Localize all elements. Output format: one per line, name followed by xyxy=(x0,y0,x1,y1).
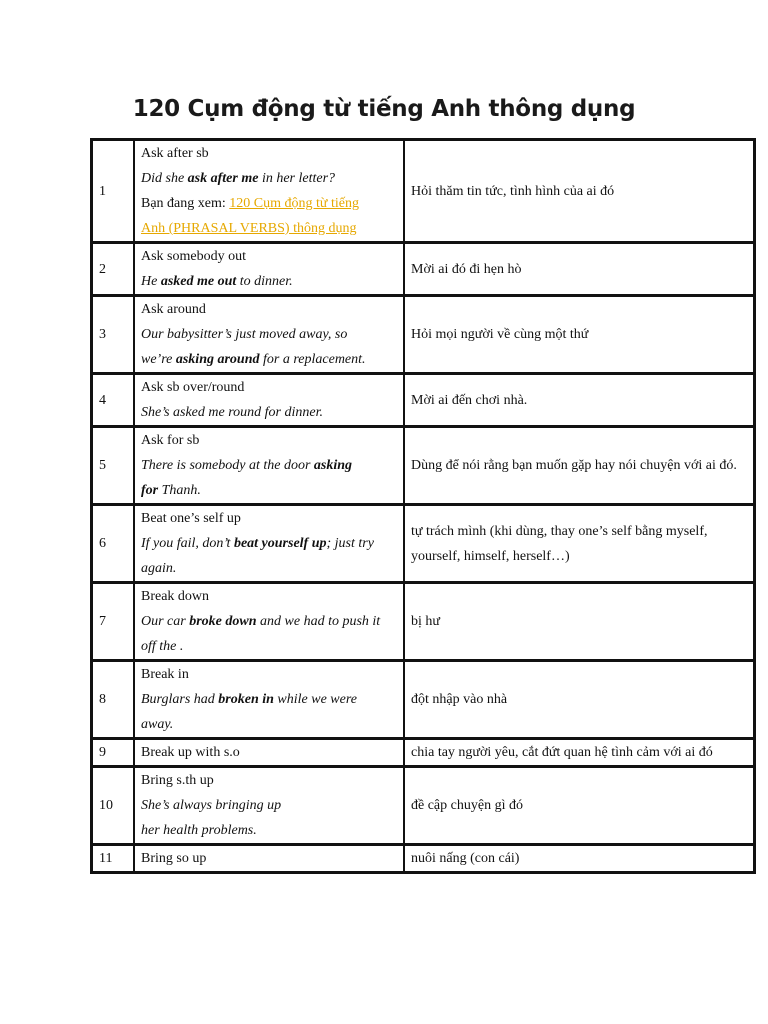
phrasal-verb xyxy=(141,584,397,609)
example-line xyxy=(141,634,397,659)
keyword-text: asking xyxy=(313,458,353,473)
phrase-cell xyxy=(134,426,404,504)
meaning-cell: đột nhập vào nhà xyxy=(404,660,754,738)
text-segment: and we had to push it xyxy=(256,614,381,629)
keyword-text: beat yourself up xyxy=(233,536,327,551)
table-row xyxy=(92,426,754,504)
keyword-text: for xyxy=(141,483,159,498)
meaning-cell: chia tay người yêu, cắt đứt quan hệ tình cảm với ai đó xyxy=(404,738,754,766)
example-line xyxy=(141,269,397,294)
table-body xyxy=(92,140,754,872)
text-segment: Beat one’s self up xyxy=(141,511,241,526)
text-segment: She’s always bringing up xyxy=(141,798,282,813)
table-row xyxy=(92,582,754,660)
phrasal-verb xyxy=(141,768,397,793)
text-segment: again. xyxy=(141,561,177,576)
text-segment: away. xyxy=(141,717,174,732)
text-segment: while we were xyxy=(273,692,357,707)
row-number: 5 xyxy=(92,426,134,504)
example-line xyxy=(141,818,397,843)
table-row xyxy=(92,766,754,844)
meaning-cell: bị hư xyxy=(404,582,754,660)
phrase-cell xyxy=(134,242,404,295)
table-row xyxy=(92,738,754,766)
example-line xyxy=(141,556,397,581)
meaning-cell: Mời ai đến chơi nhà. xyxy=(404,373,754,426)
phrase-cell xyxy=(134,738,404,766)
text-segment: for a replacement. xyxy=(259,352,366,367)
phrasal-verb xyxy=(141,297,397,322)
text-segment: her health problems. xyxy=(141,823,257,838)
phrase-cell xyxy=(134,582,404,660)
phrasal-verb xyxy=(141,244,397,269)
phrase-cell xyxy=(134,660,404,738)
table-row xyxy=(92,504,754,582)
meaning-cell: đề cập chuyện gì đó xyxy=(404,766,754,844)
text-segment: Ask for sb xyxy=(141,433,200,448)
text-segment: to dinner. xyxy=(236,274,293,289)
phrasal-verb xyxy=(141,428,397,453)
phrasal-verb xyxy=(141,375,397,400)
meaning-cell: Dùng để nói rằng bạn muốn gặp hay nói chuyện với ai đó. xyxy=(404,426,754,504)
keyword-text: broke down xyxy=(189,614,257,629)
phrasal-verbs-table xyxy=(90,138,756,874)
example-line xyxy=(141,216,397,241)
text-segment: Bring so up xyxy=(141,851,207,866)
table-row xyxy=(92,140,754,242)
text-segment: Bring s.th up xyxy=(141,773,214,788)
keyword-text: asked me out xyxy=(160,274,237,289)
text-segment: in her letter? xyxy=(258,171,336,186)
phrase-cell xyxy=(134,373,404,426)
text-segment: Break down xyxy=(141,589,210,604)
keyword-text: asking around xyxy=(175,352,260,367)
text-segment: Break in xyxy=(141,667,189,682)
text-segment: we’re xyxy=(141,352,176,367)
text-segment: Our car xyxy=(141,614,190,629)
text-segment: If you fail, don’t xyxy=(141,536,234,551)
meaning-cell: tự trách mình (khi dùng, thay one’s self bằng myself, yourself, himself, herself…) xyxy=(404,504,754,582)
table-row xyxy=(92,660,754,738)
table-row xyxy=(92,242,754,295)
text-segment: Bạn đang xem: xyxy=(141,196,230,211)
row-number: 10 xyxy=(92,766,134,844)
keyword-text: ask after me xyxy=(187,171,259,186)
table-row xyxy=(92,844,754,872)
example-line xyxy=(141,712,397,737)
row-number: 6 xyxy=(92,504,134,582)
phrasal-verb xyxy=(141,662,397,687)
text-segment: off the . xyxy=(141,639,184,654)
row-number: 7 xyxy=(92,582,134,660)
row-number: 1 xyxy=(92,140,134,242)
example-line xyxy=(141,793,397,818)
text-segment: Ask sb over/round xyxy=(141,380,245,395)
row-number: 4 xyxy=(92,373,134,426)
phrase-cell xyxy=(134,140,404,242)
example-line xyxy=(141,347,397,372)
phrasal-verb xyxy=(141,740,397,765)
meaning-cell: Hỏi thăm tin tức, tình hình của ai đó xyxy=(404,140,754,242)
page-title: 120 Cụm động từ tiếng Anh thông dụng xyxy=(132,96,636,122)
example-line xyxy=(141,400,397,425)
example-line xyxy=(141,166,397,191)
example-line xyxy=(141,191,397,216)
example-line xyxy=(141,609,397,634)
text-segment: Thanh. xyxy=(158,483,201,498)
phrase-cell xyxy=(134,844,404,872)
phrasal-verb xyxy=(141,846,397,871)
text-segment: Burglars had xyxy=(141,692,219,707)
row-number: 2 xyxy=(92,242,134,295)
example-line xyxy=(141,687,397,712)
meaning-cell: Hỏi mọi người về cùng một thứ xyxy=(404,295,754,373)
text-segment: There is somebody at the door xyxy=(141,458,314,473)
meaning-cell: Mời ai đó đi hẹn hò xyxy=(404,242,754,295)
row-number: 9 xyxy=(92,738,134,766)
row-number: 3 xyxy=(92,295,134,373)
example-line xyxy=(141,531,397,556)
phrase-cell xyxy=(134,295,404,373)
text-segment: Our babysitter’s just moved away, so xyxy=(141,327,348,342)
article-link[interactable]: 120 Cụm động từ tiếng xyxy=(229,196,359,211)
keyword-text: broken in xyxy=(218,692,274,707)
text-segment: Did she xyxy=(141,171,188,186)
text-segment: Break up with s.o xyxy=(141,745,240,760)
example-line xyxy=(141,478,397,503)
phrase-cell xyxy=(134,504,404,582)
text-segment: Ask around xyxy=(141,302,206,317)
row-number: 11 xyxy=(92,844,134,872)
meaning-cell: nuôi nấng (con cái) xyxy=(404,844,754,872)
text-segment: He xyxy=(141,274,161,289)
table-row xyxy=(92,295,754,373)
article-link[interactable]: Anh (PHRASAL VERBS) thông dụng xyxy=(141,221,357,236)
phrasal-verb xyxy=(141,506,397,531)
phrase-cell xyxy=(134,766,404,844)
example-line xyxy=(141,453,397,478)
example-line xyxy=(141,322,397,347)
row-number: 8 xyxy=(92,660,134,738)
table-row xyxy=(92,373,754,426)
text-segment: ; just try xyxy=(326,536,374,551)
phrasal-verb xyxy=(141,141,397,166)
text-segment: Ask after sb xyxy=(141,146,209,161)
text-segment: She’s asked me round for dinner. xyxy=(141,405,323,420)
text-segment: Ask somebody out xyxy=(141,249,246,264)
